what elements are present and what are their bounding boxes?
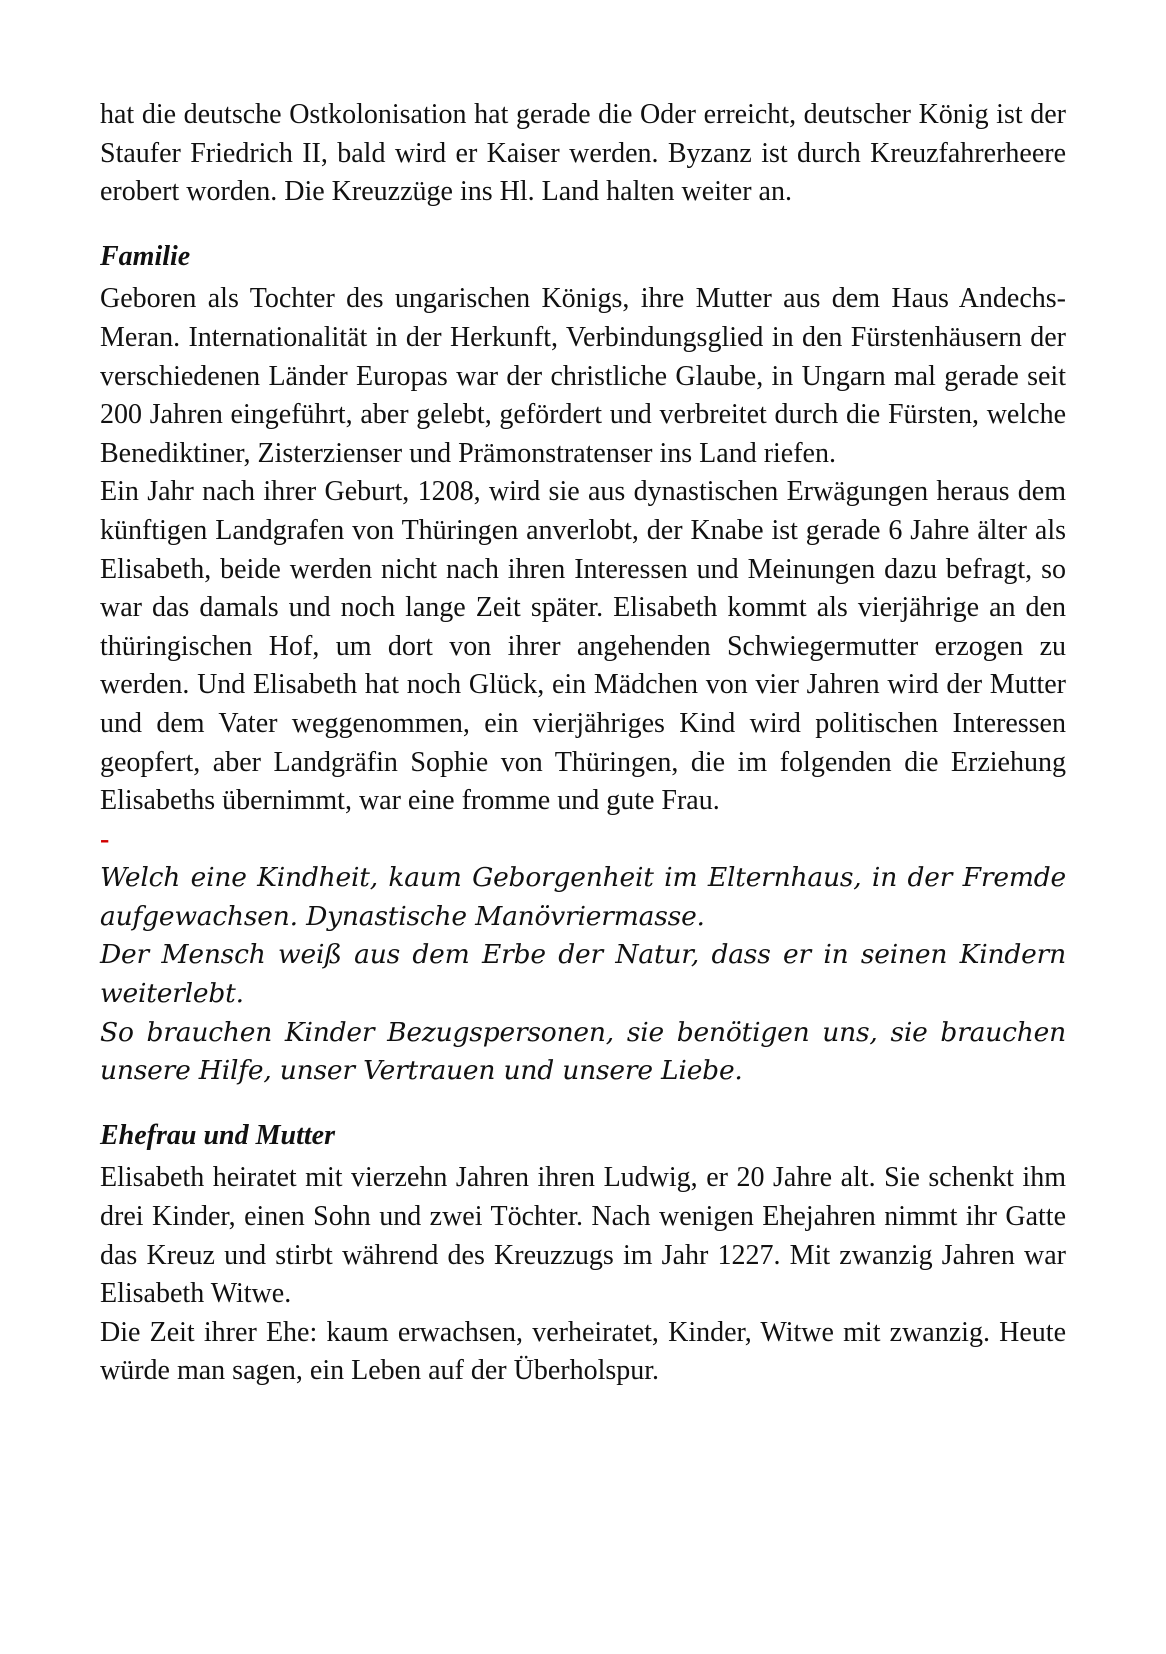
familie-paragraph-2: Ein Jahr nach ihrer Geburt, 1208, wird sie aus dynastischen Erwägungen heraus dem künftigen Landgrafen von Thüringen anverlobt, der Knabe ist gerade 6 Jahre älter als Elisabeth, beide werden nicht nach ihren Interessen und Meinungen dazu befragt, so war das damals und noch lange Zeit später. Elisabeth kommt als vierjährige an den thüringischen Hof, um dort von ihrer angehenden Schwiegermutter erzogen zu werden. Und Elisabeth hat noch Glück, ein Mädchen von vier Jahren wird der Mutter und dem Vater weggenommen, ein vierjähriges Kind wird politischen Interessen geopfert, aber Landgräfin Sophie von Thüringen, die im folgenden die Erziehung Elisabeths übernimmt, war eine fromme und gute Frau. xyxy=(100,476,1066,817)
ehefrau-paragraph-1: Elisabeth heiratet mit vierzehn Jahren ihren Ludwig, er 20 Jahre alt. Sie schenkt ihm drei Kinder, einen Sohn und zwei Töchter. Nach wenigen Ehejahren nimmt ihr Gatte das Kreuz und stirbt während des Kreuzzugs im Jahr 1227. Mit zwanzig Jahren war Elisabeth Witwe. xyxy=(100,1162,1066,1310)
reflection-paragraph-1: Welch eine Kindheit, kaum Geborgenheit im Elternhaus, in der Fremde aufgewachsen. Dynastische Manövriermasse. xyxy=(100,862,1066,932)
section-heading-ehefrau-und-mutter: Ehefrau und Mutter xyxy=(100,1119,335,1151)
reflection-paragraph-3: So brauchen Kinder Bezugspersonen, sie benötigen uns, sie brauchen unsere Hilfe, unser Vertrauen und unsere Liebe. xyxy=(100,1016,1066,1087)
reflection-paragraph-2: Der Mensch weiß aus dem Erbe der Natur, dass er in seinen Kindern weiterlebt. xyxy=(100,939,1066,1010)
familie-paragraph-1: Geboren als Tochter des ungarischen Königs, ihre Mutter aus dem Haus Andechs-Meran. Internationalität in der Herkunft, Verbindungsglied in den Fürstenhäusern der verschiedenen Länder Europas war der christliche Glaube, in Ungarn mal gerade seit 200 Jahren eingeführt, aber gelebt, gefördert und verbreitet durch die Fürsten, welche Benediktiner, Zisterzienser und Prämonstratenser ins Land riefen. xyxy=(100,283,1066,469)
red-dash-separator: - xyxy=(100,823,110,855)
section-heading-familie: Familie xyxy=(100,240,191,272)
document-page xyxy=(100,96,1066,1391)
ehefrau-paragraph-2: Die Zeit ihrer Ehe: kaum erwachsen, verheiratet, Kinder, Witwe mit zwanzig. Heute würde man sagen, ein Leben auf der Überholspur. xyxy=(100,1316,1066,1387)
intro-paragraph: hat die deutsche Ostkolonisation hat gerade die Oder erreicht, deutscher König ist der Staufer Friedrich II, bald wird er Kaiser werden. Byzanz ist durch Kreuzfahrerheere erobert worden. Die Kreuzzüge ins Hl. Land halten weiter an. xyxy=(100,99,1066,208)
